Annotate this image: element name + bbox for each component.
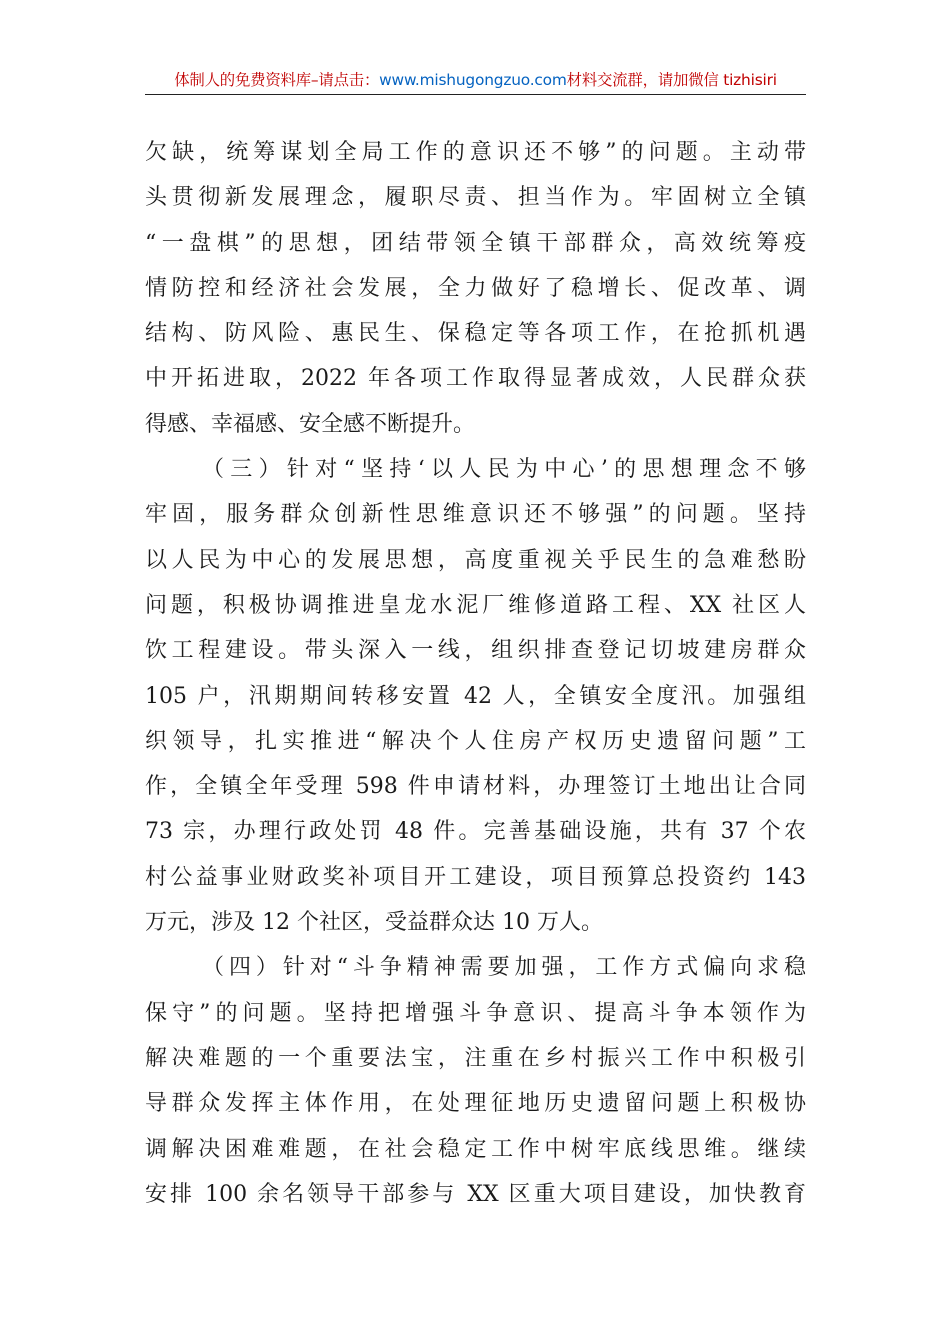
body-line: 导群众发挥主体作用，在处理征地历史遗留问题上积极协: [145, 1091, 806, 1117]
body-line: 织领导，扎实推进“解决个人住房产权历史遗留问题”工: [145, 728, 806, 754]
body-line: 万元，涉及 12 个社区，受益群众达 10 万人。: [145, 910, 603, 936]
body-line: 安排 100 余名领导干部参与 XX 区重大项目建设，加快教育: [145, 1181, 806, 1207]
body-line: 以人民为中心的发展思想，高度重视关乎民生的急难愁盼: [145, 547, 806, 573]
header-brand: 体制人的免费资料库: [174, 71, 311, 89]
body-line: 保守”的问题。坚持把增强斗争意识、提高斗争本领作为: [145, 1000, 806, 1026]
body-line: “一盘棋”的思想，团结带领全镇干部群众，高效统筹疫: [145, 230, 806, 256]
body-line: 105 户，汛期期间转移安置 42 人，全镇安全度汛。加强组: [145, 683, 806, 709]
body-line: 牢固，服务群众创新性思维意识还不够强”的问题。坚持: [145, 502, 806, 528]
body-line: 73 宗，办理行政处罚 48 件。完善基础设施，共有 37 个农: [145, 819, 806, 845]
section-heading-line: （四）针对“斗争精神需要加强，工作方式偏向求稳: [202, 955, 806, 981]
body-line: 得感、幸福感、安全感不断提升。: [145, 411, 476, 437]
body-line: 饮工程建设。带头深入一线，组织排查登记切坡建房群众: [145, 638, 806, 664]
body-line: 中开拓进取，2022 年各项工作取得显著成效，人民群众获: [145, 366, 806, 392]
body-line: 村公益事业财政奖补项目开工建设，项目预算总投资约 143: [145, 864, 806, 890]
body-line: 欠缺，统筹谋划全局工作的意识还不够”的问题。主动带: [145, 140, 806, 165]
section-heading-line: （三）针对“坚持‘以人民为中心’的思想理念不够: [202, 457, 806, 483]
document-body: [145, 130, 806, 1217]
body-line: 头贯彻新发展理念，履职尽责、担当作为。牢固树立全镇: [145, 185, 806, 211]
header-contact: 材料交流群，请加微信 tizhisiri: [566, 71, 777, 89]
header-url-link[interactable]: www.mishugongzuo.com: [379, 71, 567, 89]
body-line: 情防控和经济社会发展，全力做好了稳增长、促改革、调: [145, 275, 806, 301]
page-header: [145, 66, 806, 95]
body-line: 作，全镇全年受理 598 件申请材料，办理签订土地出让合同: [145, 774, 806, 800]
header-prompt: –请点击：: [310, 71, 380, 89]
body-line: 问题，积极协调推进皇龙水泥厂维修道路工程、XX 社区人: [145, 592, 806, 618]
body-line: 结构、防风险、惠民生、保稳定等各项工作，在抢抓机遇: [145, 321, 806, 347]
body-line: 解决难题的一个重要法宝，注重在乡村振兴工作中积极引: [145, 1045, 806, 1071]
body-line: 调解决困难难题，在社会稳定工作中树牢底线思维。继续: [145, 1136, 806, 1162]
